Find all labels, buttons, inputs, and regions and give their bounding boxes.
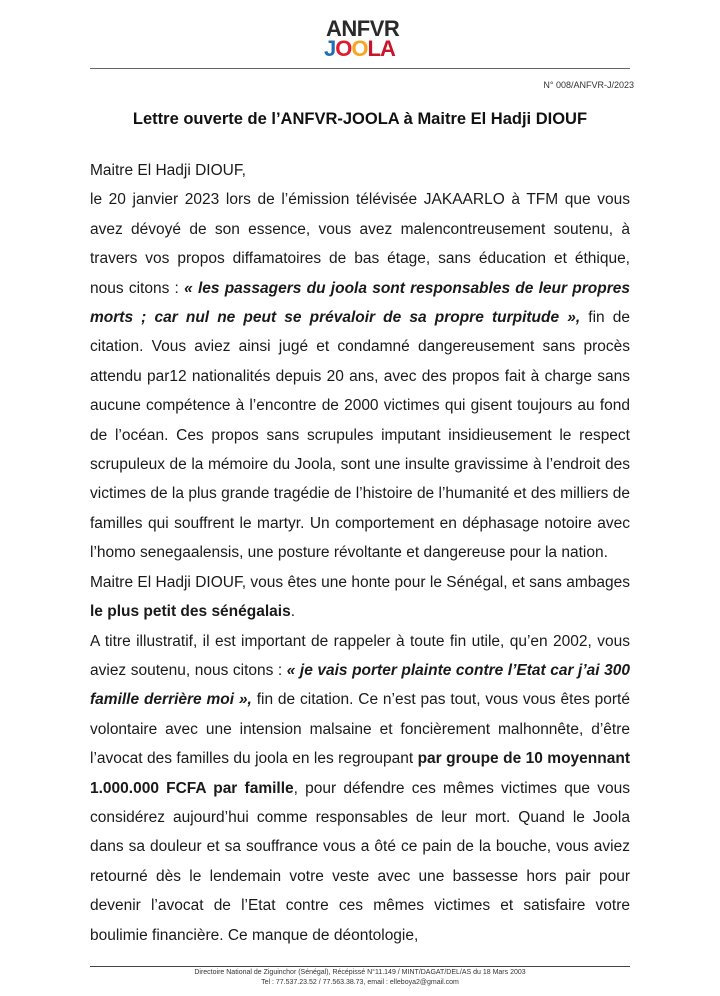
- reference-number: N° 008/ANFVR-J/2023: [543, 80, 634, 90]
- quote-2: « je vais porter plainte contre l’Etat car j’ai 300 famille derrière moi »,: [90, 661, 630, 709]
- salutation: Maitre El Hadji DIOUF,: [90, 162, 246, 179]
- header-divider: [90, 68, 630, 69]
- quote-1: « les passagers du joola sont responsables de leur propres morts ; car nul ne peut se prévaloir de sa propre turpitude »,: [90, 279, 630, 327]
- logo-text-anfvr: ANFVR: [326, 16, 400, 41]
- footer-line-1: Directoire National de Ziguinchor (Sénégal), Récépissé N°11.149 / MINT/DAGAT/DEL/AS du 18 Mars 2003: [194, 969, 526, 976]
- letter-body: [90, 156, 630, 950]
- paragraph-1: le 20 janvier 2023 lors de l’émission télévisée JAKAARLO à TFM que vous avez dévoyé de son essence, vous avez malencontreusement soutenu, à travers vos propos diffamatoires de bas étage, sans éducation et éthique, nous citons : « les passagers du joola sont responsables de leur propres morts ; car nul ne peut se prévaloir de sa propre turpitude », fin de citation. Vous aviez ainsi jugé et condamné dangereusement sans procès attendu par12 nationalités depuis 20 ans, avec des propos fait à charge sans aucune compétence à l’encontre de 2000 victimes qui gisent toujours au fond de l’océan. Ces propos sans scrupules imputant insidieusement le respect scrupuleux de la mémoire du Joola, sont une insulte gravissime à l’endroit des victimes de la plus grande tragédie de l’histoire de l’humanité et des milliers de familles qui souffrent le martyr. Un comportement en déphasage notoire avec l’homo senegaalensis, une posture révoltante et dangereuse pour la nation.: [90, 191, 630, 562]
- anfvr-joola-logo: [318, 14, 404, 62]
- paragraph-3: A titre illustratif, il est important de rappeler à toute fin utile, qu’en 2002, vous aviez soutenu, nous citons : « je vais porter plainte contre l’Etat car j’ai 300 famille derrière moi », fin de citation. Ce n’est pas tout, vous vous êtes porté volontaire avec une intension malsaine et foncièrement malhonnête, d’être l’avocat des familles du joola en les regroupant par groupe de 10 moyennant 1.000.000 FCFA par famille, pour défendre ces mêmes victimes que vous considérez aujourd’hui comme responsables de leur mort. Quand le Joola dans sa douleur et sa souffrance vous a ôté ce pain de la bouche, vous aviez retourné dès le lendemain votre veste avec une bassesse hors pair pour devenir l’avocat de l’Etat contre ces mêmes victimes et satisfaire votre boulimie financière. Ce manque de déontologie,: [90, 632, 630, 944]
- footer-divider: [90, 966, 630, 967]
- bold-phrase-2: par groupe de 10 moyennant 1.000.000 FCFA par famille: [90, 750, 630, 797]
- footer-line-2: Tel : 77.537.23.52 / 77.563.38.73, email : elleboya2@gmail.com: [261, 979, 459, 986]
- bold-phrase-1: le plus petit des sénégalais: [90, 603, 291, 621]
- letter-title: Lettre ouverte de l’ANFVR-JOOLA à Maitre El Hadji DIOUF: [132, 110, 588, 128]
- paragraph-2: Maitre El Hadji DIOUF, vous êtes une honte pour le Sénégal, et sans ambages le plus petit des sénégalais.: [90, 573, 630, 621]
- logo-text-joola: JOOLA: [324, 36, 395, 61]
